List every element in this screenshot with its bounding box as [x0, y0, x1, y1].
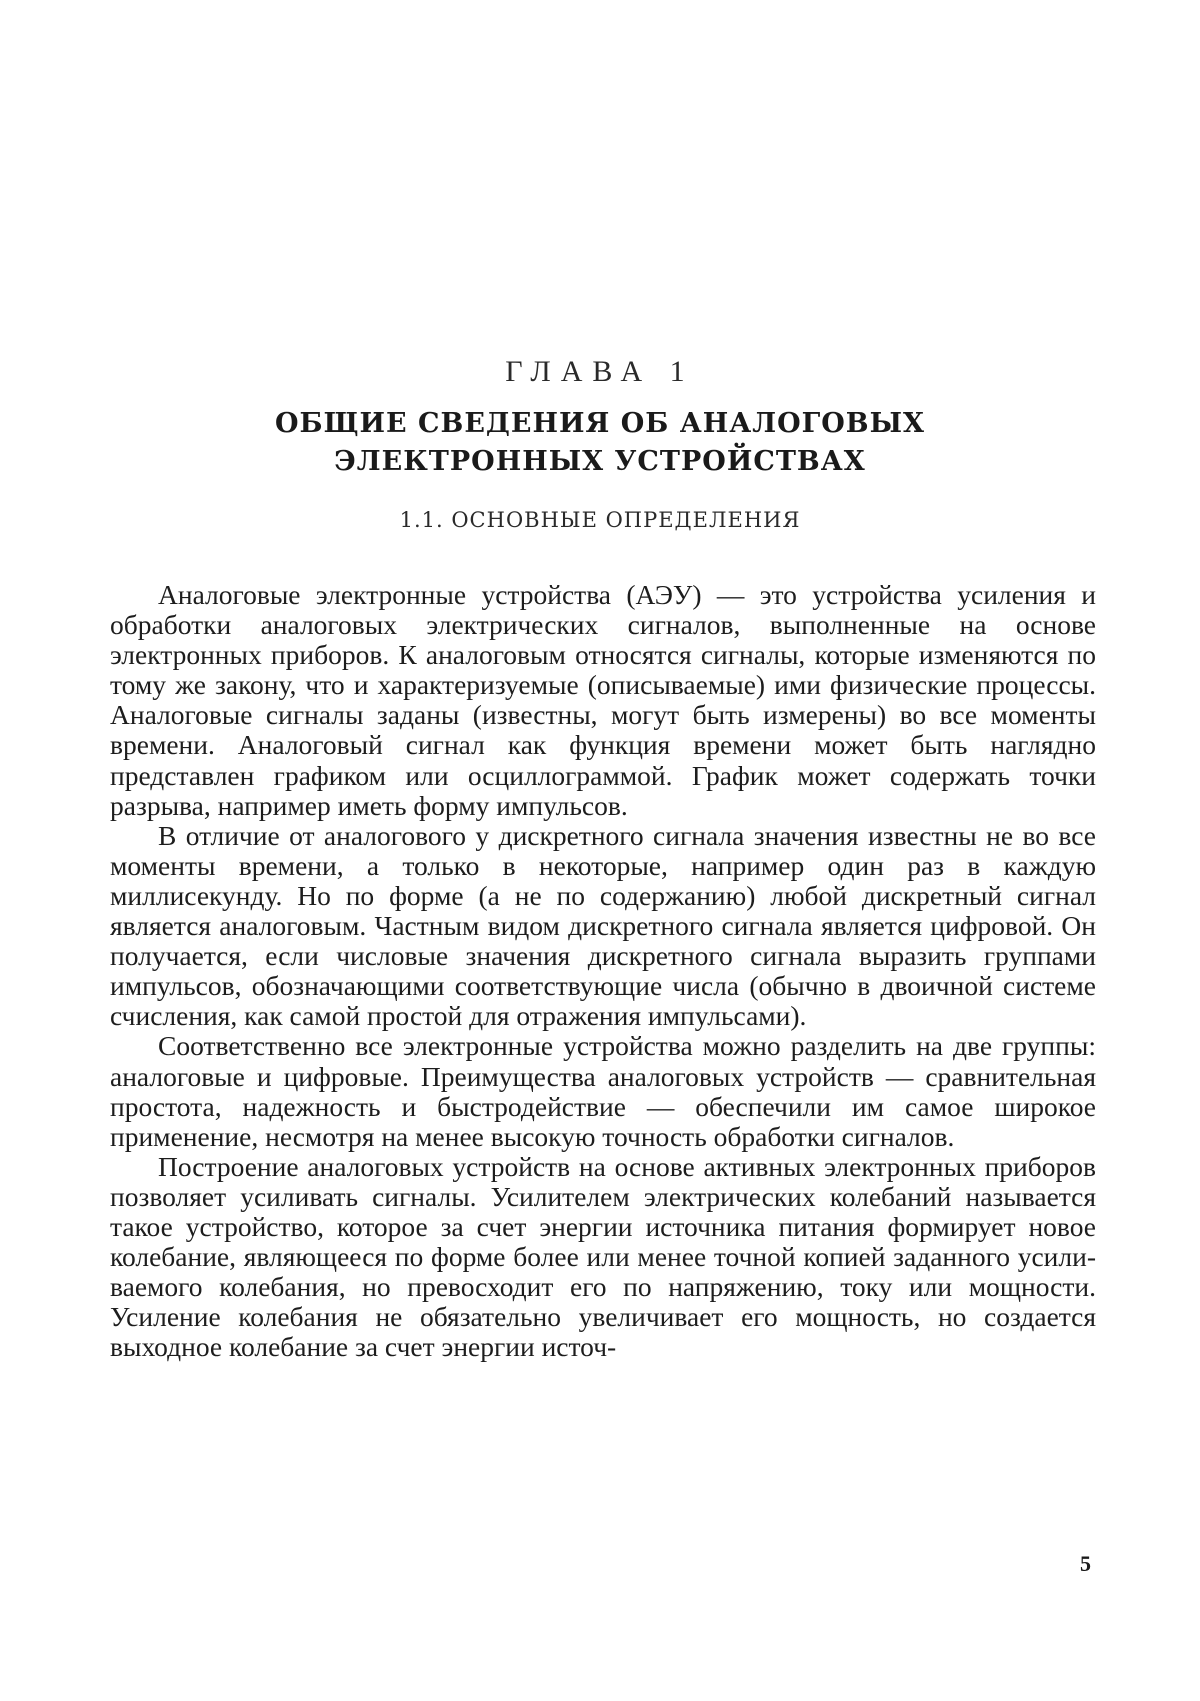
- body-text: [110, 580, 1096, 1362]
- chapter-label: ГЛАВА 1: [505, 355, 695, 388]
- page-number: 5: [1080, 1551, 1091, 1576]
- paragraph: В отличие от аналогового у дискретного сигнала значения известны не во все моменты времени, а только в некоторые, например один раз в каждую миллисекунду. Но по форме (а не по содержанию) любой дискретный сигнал является аналоговым. Частным видом дискретного сигнала является цифровой. Он получается, если числовые значения дискретного сигнала выразить группами импульсов, обозначающими соответствующие числа (обычно в двоичной системе счисления, как самой простой для отражения импульсами).: [110, 819, 1096, 1032]
- chapter-title-line-2: ЭЛЕКТРОННЫХ УСТРОЙСТВАХ: [334, 446, 866, 477]
- section-title: 1.1. ОСНОВНЫЕ ОПРЕДЕЛЕНИЯ: [399, 508, 801, 532]
- paragraph: Соответственно все электронные устройства можно разделить на две группы: аналоговые и цифровые. Преимущества аналоговых устройств — сравнительная простота, надежность и быстродействие — обеспечили им самое широкое применение, несмотря на менее высокую точность обработки сигналов.: [110, 1030, 1096, 1152]
- chapter-title: [0, 405, 1200, 481]
- chapter-title-line-1: ОБЩИЕ СВЕДЕНИЯ ОБ АНАЛОГОВЫХ: [275, 408, 925, 439]
- paragraph: Построение аналоговых устройств на основе активных электронных приборов позволяет усиливать сигналы. Усилителем электрических колебаний называется такое устройство, которое за счет энергии источника питания формирует новое колебание, являющееся по форме более или менее точной копией заданного усиливаемого колебания, но превосходит его по напряжению, току или мощности. Усиление колебания не обязательно увеличивает его мощность, но создается выходное колебание за счет энергии источ-: [110, 1150, 1096, 1363]
- paragraph: Аналоговые электронные устройства (АЭУ) — это устройства усиления и обработки аналоговых электрических сигналов, выполненные на основе электронных приборов. К аналоговым относятся сигналы, которые изменяются по тому же закону, что и характеризуемые (описываемые) ими физические процессы. Аналоговые сигналы заданы (известны, могут быть измерены) во все моменты времени. Аналоговый сигнал как функция времени может быть наглядно представлен графиком или осциллограммой. График может содержать точки разрыва, например иметь форму импульсов.: [110, 579, 1096, 821]
